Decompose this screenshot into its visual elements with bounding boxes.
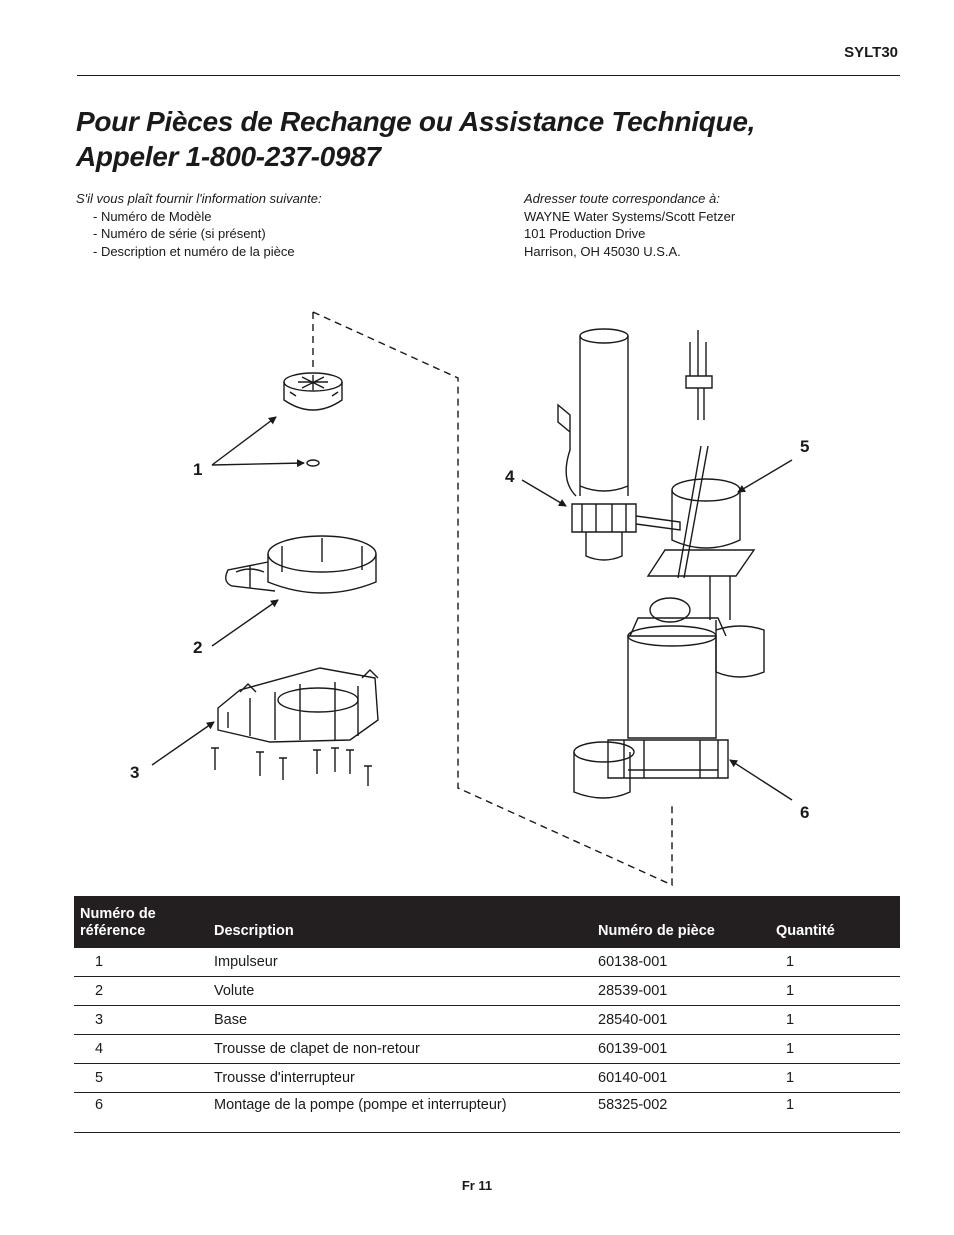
part-number-cell: 60139-001 [592, 1035, 770, 1064]
table-row [74, 977, 900, 1006]
switch-kit-drawing [648, 330, 764, 677]
ref-cell: 4 [74, 1035, 208, 1064]
callout-3: 3 [130, 763, 140, 782]
quantity-cell: 1 [770, 1064, 900, 1093]
address-lead: Adresser toute correspondance à: [524, 191, 720, 206]
pump-assembly-drawing [574, 598, 728, 798]
info-item: - Numéro de Modèle [93, 208, 212, 224]
description-cell: Trousse d'interrupteur [208, 1064, 592, 1093]
header-part-number: Numéro de pièce [598, 923, 715, 939]
info-item: - Numéro de série (si présent) [93, 226, 266, 241]
assembly-guide-line [313, 312, 672, 885]
table-header-row [74, 896, 900, 948]
washer-drawing [307, 460, 319, 466]
description-cell: Volute [208, 977, 592, 1006]
title-line-1: Pour Pièces de Rechange ou Assistance Technique, [76, 106, 756, 137]
info-item: - Description et numéro de la pièce [93, 243, 295, 259]
callout-5: 5 [800, 437, 810, 456]
quantity-cell: 1 [770, 1006, 900, 1035]
description-cell: Montage de la pompe (pompe et interrupteur) [208, 1093, 592, 1133]
table-row [74, 1093, 900, 1133]
title-line-2: Appeler 1-800-237-0987 [76, 141, 381, 172]
correspondence-address-block [524, 190, 735, 260]
quantity-cell: 1 [770, 1093, 900, 1133]
parts-table [74, 896, 900, 1133]
part-number-cell: 28539-001 [592, 977, 770, 1006]
callout-1: 1 [193, 460, 203, 479]
exploded-parts-diagram [100, 300, 860, 890]
description-cell: Impulseur [208, 948, 592, 977]
volute-drawing [226, 536, 376, 593]
part-number-cell: 58325-002 [592, 1093, 770, 1133]
table-row [74, 1006, 900, 1035]
description-cell: Base [208, 1006, 592, 1035]
table-row [74, 1035, 900, 1064]
impeller-drawing [284, 373, 342, 410]
callout-2: 2 [193, 638, 203, 657]
ref-cell: 1 [74, 948, 208, 977]
header-reference-number: Numéro de référence [80, 906, 156, 939]
ref-cell: 3 [74, 1006, 208, 1035]
address-line: Harrison, OH 45030 U.S.A. [524, 243, 681, 259]
header-rule [77, 75, 900, 76]
check-valve-drawing [558, 329, 680, 560]
header-description: Description [214, 923, 294, 939]
page-number: Fr 11 [461, 1178, 493, 1193]
address-line: 101 Production Drive [524, 226, 646, 241]
part-number-cell: 60138-001 [592, 948, 770, 977]
table-row [74, 948, 900, 977]
address-line: WAYNE Water Systems/Scott Fetzer [524, 208, 736, 224]
ref-cell: 6 [74, 1093, 208, 1133]
base-screws-drawing [211, 748, 372, 786]
ref-cell: 2 [74, 977, 208, 1006]
header-quantity: Quantité [776, 923, 835, 939]
part-number-cell: 60140-001 [592, 1064, 770, 1093]
description-cell: Trousse de clapet de non-retour [208, 1035, 592, 1064]
ref-cell: 5 [74, 1064, 208, 1093]
quantity-cell: 1 [770, 977, 900, 1006]
page-title [76, 104, 896, 174]
base-drawing [218, 668, 378, 742]
quantity-cell: 1 [770, 1035, 900, 1064]
part-number-cell: 28540-001 [592, 1006, 770, 1035]
table-row [74, 1064, 900, 1093]
callout-6: 6 [800, 803, 810, 822]
info-required-block [76, 190, 322, 260]
callout-4: 4 [505, 467, 515, 486]
info-required-lead: S'il vous plaît fournir l'information suivante: [76, 191, 322, 206]
model-number: SYLT30 [844, 44, 898, 61]
quantity-cell: 1 [770, 948, 900, 977]
